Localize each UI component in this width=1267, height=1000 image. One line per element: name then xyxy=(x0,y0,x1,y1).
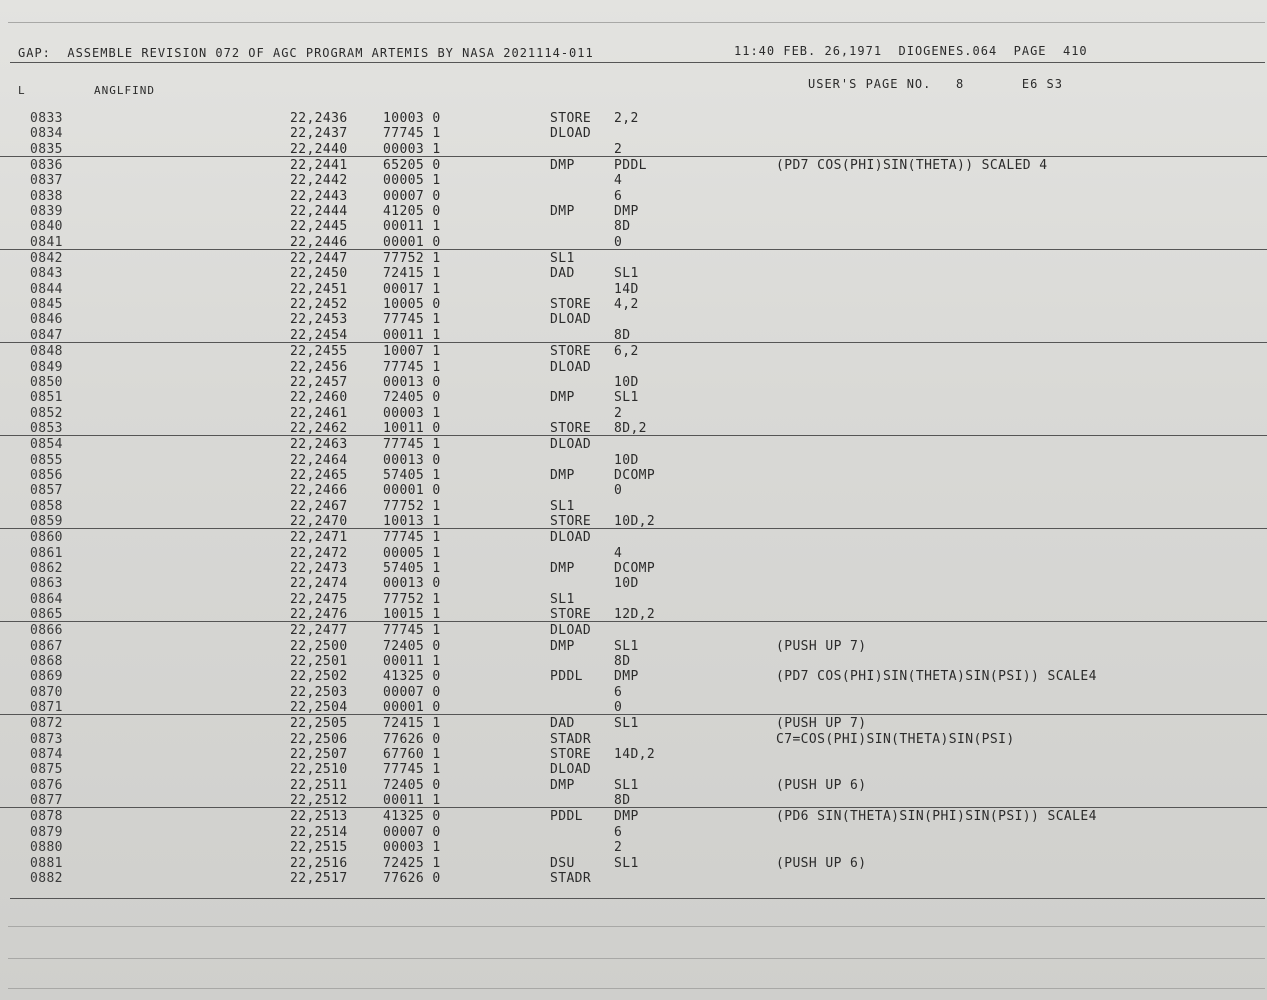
comment: (PD7 COS(PHI)SIN(THETA)) SCALED 4 xyxy=(776,158,1048,174)
line-number: 0874 xyxy=(30,747,63,763)
line-number: 0860 xyxy=(30,530,63,546)
listing-line xyxy=(0,545,1267,560)
address: 22,2452 xyxy=(290,297,348,313)
code-listing xyxy=(0,110,1267,885)
opcode: DLOAD xyxy=(550,530,592,546)
listing-line xyxy=(0,467,1267,482)
octal-word: 00013 0 xyxy=(383,452,441,468)
octal-word: 00003 1 xyxy=(383,141,441,157)
line-number: 0848 xyxy=(30,344,63,360)
operand: DMP xyxy=(614,204,639,220)
octal-word: 00017 1 xyxy=(383,281,441,297)
operand: 0 xyxy=(614,700,623,716)
line-number: 0862 xyxy=(30,560,63,576)
line-number: 0835 xyxy=(30,141,63,157)
line-number: 0855 xyxy=(30,452,63,468)
listing-line xyxy=(0,668,1267,683)
line-number: 0840 xyxy=(30,219,63,235)
address: 22,2436 xyxy=(290,111,348,126)
listing-line xyxy=(0,405,1267,420)
line-number: 0846 xyxy=(30,312,63,328)
operand: 6 xyxy=(614,684,623,700)
address: 22,2460 xyxy=(290,390,348,406)
octal-word: 10011 0 xyxy=(383,420,441,436)
listing-line xyxy=(0,560,1267,575)
operand: SL1 xyxy=(614,390,639,406)
line-number: 0861 xyxy=(30,545,63,561)
operand: 8D xyxy=(614,793,631,809)
address: 22,2456 xyxy=(290,359,348,375)
listing-line xyxy=(0,203,1267,218)
octal-word: 00001 0 xyxy=(383,483,441,499)
operand: PDDL xyxy=(614,158,647,174)
octal-word: 72425 1 xyxy=(383,855,441,871)
address: 22,2507 xyxy=(290,747,348,763)
listing-line xyxy=(0,684,1267,699)
octal-word: 10005 0 xyxy=(383,297,441,313)
assembly-header: GAP: ASSEMBLE REVISION 072 OF AGC PROGRAM ARTEMIS BY NASA 2021114-011 xyxy=(18,46,594,60)
operand: DCOMP xyxy=(614,467,656,483)
octal-word: 00003 1 xyxy=(383,405,441,421)
listing-line xyxy=(0,777,1267,792)
operand: 4 xyxy=(614,545,623,561)
comment: (PUSH UP 6) xyxy=(776,855,867,871)
listing-line xyxy=(0,389,1267,404)
octal-word: 77745 1 xyxy=(383,530,441,546)
comment: (PUSH UP 6) xyxy=(776,777,867,793)
octal-word: 41205 0 xyxy=(383,204,441,220)
line-number: 0838 xyxy=(30,188,63,204)
operand: 12D,2 xyxy=(614,607,656,622)
listing-line xyxy=(0,482,1267,497)
line-number: 0856 xyxy=(30,467,63,483)
address: 22,2464 xyxy=(290,452,348,468)
opcode: DMP xyxy=(550,204,575,220)
line-number: 0837 xyxy=(30,173,63,189)
listing-line xyxy=(0,435,1267,451)
line-number: 0842 xyxy=(30,251,63,267)
listing-line xyxy=(0,591,1267,606)
listing-line xyxy=(0,327,1267,342)
operand: 10D,2 xyxy=(614,513,656,529)
octal-word: 00005 1 xyxy=(383,545,441,561)
octal-word: 72405 0 xyxy=(383,777,441,793)
opcode: DAD xyxy=(550,716,575,732)
line-number: 0878 xyxy=(30,809,63,825)
operand: SL1 xyxy=(614,716,639,732)
operand: SL1 xyxy=(614,855,639,871)
line-number: 0839 xyxy=(30,204,63,220)
address: 22,2504 xyxy=(290,700,348,716)
comment: C7=COS(PHI)SIN(THETA)SIN(PSI) xyxy=(776,731,1015,747)
octal-word: 00001 0 xyxy=(383,700,441,716)
line-number: 0849 xyxy=(30,359,63,375)
listing-line xyxy=(0,172,1267,187)
opcode: DLOAD xyxy=(550,623,592,639)
address: 22,2516 xyxy=(290,855,348,871)
octal-word: 57405 1 xyxy=(383,467,441,483)
listing-line xyxy=(0,281,1267,296)
operand: 2 xyxy=(614,405,623,421)
header-rule xyxy=(10,62,1265,63)
octal-word: 00011 1 xyxy=(383,219,441,235)
octal-word: 57405 1 xyxy=(383,560,441,576)
line-number: 0880 xyxy=(30,840,63,856)
line-number: 0850 xyxy=(30,374,63,390)
octal-word: 72405 0 xyxy=(383,638,441,654)
opcode: DMP xyxy=(550,158,575,174)
octal-word: 77745 1 xyxy=(383,762,441,778)
listing-line xyxy=(0,141,1267,156)
listing-line xyxy=(0,575,1267,590)
address: 22,2463 xyxy=(290,437,348,453)
octal-word: 41325 0 xyxy=(383,669,441,685)
opcode: DAD xyxy=(550,266,575,282)
listing-line xyxy=(0,156,1267,172)
paper-rule xyxy=(8,988,1265,989)
opcode: DMP xyxy=(550,777,575,793)
operand: DMP xyxy=(614,669,639,685)
paper-rule xyxy=(8,22,1265,23)
address: 22,2506 xyxy=(290,731,348,747)
address: 22,2515 xyxy=(290,840,348,856)
octal-word: 72415 1 xyxy=(383,266,441,282)
octal-word: 00003 1 xyxy=(383,840,441,856)
line-number: 0868 xyxy=(30,654,63,670)
operand: 6,2 xyxy=(614,344,639,360)
operand: 8D xyxy=(614,327,631,343)
routine-name: ANGLFIND xyxy=(94,84,155,97)
opcode: DLOAD xyxy=(550,762,592,778)
opcode: STADR xyxy=(550,731,592,747)
opcode: STORE xyxy=(550,297,592,313)
operand: 2 xyxy=(614,141,623,157)
address: 22,2465 xyxy=(290,467,348,483)
operand: 0 xyxy=(614,483,623,499)
line-number: 0852 xyxy=(30,405,63,421)
octal-word: 65205 0 xyxy=(383,158,441,174)
line-number: 0864 xyxy=(30,591,63,607)
address: 22,2470 xyxy=(290,513,348,529)
operand: 8D,2 xyxy=(614,420,647,436)
line-number: 0859 xyxy=(30,513,63,529)
line-number: 0865 xyxy=(30,607,63,622)
opcode: SL1 xyxy=(550,591,575,607)
operand: 6 xyxy=(614,188,623,204)
operand: 2 xyxy=(614,840,623,856)
comment: (PD7 COS(PHI)SIN(THETA)SIN(PSI)) SCALE4 xyxy=(776,669,1097,685)
operand: 14D,2 xyxy=(614,747,656,763)
line-number: 0834 xyxy=(30,126,63,142)
listing-line xyxy=(0,513,1267,528)
address: 22,2446 xyxy=(290,234,348,250)
line-number: 0877 xyxy=(30,793,63,809)
address: 22,2467 xyxy=(290,498,348,514)
listing-line xyxy=(0,792,1267,807)
octal-word: 10015 1 xyxy=(383,607,441,622)
address: 22,2472 xyxy=(290,545,348,561)
opcode: PDDL xyxy=(550,809,583,825)
opcode: DMP xyxy=(550,467,575,483)
address: 22,2500 xyxy=(290,638,348,654)
opcode: DMP xyxy=(550,638,575,654)
operand: SL1 xyxy=(614,638,639,654)
address: 22,2447 xyxy=(290,251,348,267)
listing-line xyxy=(0,855,1267,870)
line-number: 0871 xyxy=(30,700,63,716)
listing-line xyxy=(0,528,1267,544)
octal-word: 77626 0 xyxy=(383,870,441,886)
address: 22,2454 xyxy=(290,327,348,343)
address: 22,2473 xyxy=(290,560,348,576)
address: 22,2517 xyxy=(290,870,348,886)
address: 22,2475 xyxy=(290,591,348,607)
listing-line xyxy=(0,731,1267,746)
comment: (PUSH UP 7) xyxy=(776,638,867,654)
opcode: DLOAD xyxy=(550,359,592,375)
octal-word: 77752 1 xyxy=(383,498,441,514)
opcode: SL1 xyxy=(550,251,575,267)
address: 22,2501 xyxy=(290,654,348,670)
line-number: 0872 xyxy=(30,716,63,732)
listing-line xyxy=(0,218,1267,233)
octal-word: 00013 0 xyxy=(383,374,441,390)
listing-line xyxy=(0,638,1267,653)
line-number: 0869 xyxy=(30,669,63,685)
octal-word: 41325 0 xyxy=(383,809,441,825)
octal-word: 77745 1 xyxy=(383,437,441,453)
listing-line xyxy=(0,606,1267,621)
address: 22,2443 xyxy=(290,188,348,204)
opcode: DLOAD xyxy=(550,437,592,453)
octal-word: 72415 1 xyxy=(383,716,441,732)
line-number: 0858 xyxy=(30,498,63,514)
address: 22,2457 xyxy=(290,374,348,390)
user-page-label: USER'S PAGE NO. 8 E6 S3 xyxy=(808,77,1063,91)
operand: 8D xyxy=(614,219,631,235)
operand: SL1 xyxy=(614,777,639,793)
octal-word: 10007 1 xyxy=(383,344,441,360)
opcode: DMP xyxy=(550,390,575,406)
address: 22,2450 xyxy=(290,266,348,282)
operand: 14D xyxy=(614,281,639,297)
operand: DCOMP xyxy=(614,560,656,576)
address: 22,2455 xyxy=(290,344,348,360)
paper-rule xyxy=(8,926,1265,927)
octal-word: 00007 0 xyxy=(383,188,441,204)
operand: 4 xyxy=(614,173,623,189)
operand: 6 xyxy=(614,824,623,840)
listing-line xyxy=(0,714,1267,730)
octal-word: 00007 0 xyxy=(383,824,441,840)
opcode: DLOAD xyxy=(550,312,592,328)
listing-line xyxy=(0,296,1267,311)
octal-word: 77745 1 xyxy=(383,312,441,328)
listing-line xyxy=(0,311,1267,326)
address: 22,2444 xyxy=(290,204,348,220)
operand: DMP xyxy=(614,809,639,825)
opcode: STORE xyxy=(550,111,592,126)
line-number: 0875 xyxy=(30,762,63,778)
address: 22,2440 xyxy=(290,141,348,157)
address: 22,2512 xyxy=(290,793,348,809)
address: 22,2514 xyxy=(290,824,348,840)
bottom-rule xyxy=(10,898,1265,899)
opcode: STADR xyxy=(550,870,592,886)
listing-line xyxy=(0,110,1267,125)
octal-word: 00011 1 xyxy=(383,654,441,670)
listing-line xyxy=(0,234,1267,249)
address: 22,2476 xyxy=(290,607,348,622)
address: 22,2442 xyxy=(290,173,348,189)
address: 22,2461 xyxy=(290,405,348,421)
timestamp-page-header: 11:40 FEB. 26,1971 DIOGENES.064 PAGE 410 xyxy=(734,44,1088,58)
operand: 4,2 xyxy=(614,297,639,313)
opcode: DLOAD xyxy=(550,126,592,142)
octal-word: 77745 1 xyxy=(383,126,441,142)
octal-word: 10013 1 xyxy=(383,513,441,529)
operand: 10D xyxy=(614,576,639,592)
line-number: 0854 xyxy=(30,437,63,453)
opcode: STORE xyxy=(550,344,592,360)
line-number: 0873 xyxy=(30,731,63,747)
listing-line xyxy=(0,249,1267,265)
line-number: 0863 xyxy=(30,576,63,592)
comment: (PUSH UP 7) xyxy=(776,716,867,732)
listing-line xyxy=(0,342,1267,358)
line-number: 0845 xyxy=(30,297,63,313)
opcode: STORE xyxy=(550,607,592,622)
comment: (PD6 SIN(THETA)SIN(PHI)SIN(PSI)) SCALE4 xyxy=(776,809,1097,825)
octal-word: 00011 1 xyxy=(383,327,441,343)
address: 22,2462 xyxy=(290,420,348,436)
operand: 0 xyxy=(614,234,623,250)
address: 22,2471 xyxy=(290,530,348,546)
address: 22,2453 xyxy=(290,312,348,328)
line-number: 0881 xyxy=(30,855,63,871)
opcode: STORE xyxy=(550,747,592,763)
octal-word: 77626 0 xyxy=(383,731,441,747)
line-number: 0843 xyxy=(30,266,63,282)
address: 22,2437 xyxy=(290,126,348,142)
octal-word: 77745 1 xyxy=(383,623,441,639)
left-marker: L xyxy=(18,84,26,97)
listing-line xyxy=(0,125,1267,140)
octal-word: 00005 1 xyxy=(383,173,441,189)
opcode: PDDL xyxy=(550,669,583,685)
line-number: 0867 xyxy=(30,638,63,654)
opcode: SL1 xyxy=(550,498,575,514)
address: 22,2441 xyxy=(290,158,348,174)
listing-line xyxy=(0,359,1267,374)
octal-word: 00011 1 xyxy=(383,793,441,809)
listing-line xyxy=(0,653,1267,668)
line-number: 0879 xyxy=(30,824,63,840)
line-number: 0882 xyxy=(30,870,63,886)
octal-word: 77745 1 xyxy=(383,359,441,375)
address: 22,2445 xyxy=(290,219,348,235)
opcode: DMP xyxy=(550,560,575,576)
line-number: 0866 xyxy=(30,623,63,639)
line-number: 0853 xyxy=(30,420,63,436)
line-number: 0841 xyxy=(30,234,63,250)
address: 22,2451 xyxy=(290,281,348,297)
octal-word: 77752 1 xyxy=(383,251,441,267)
octal-word: 00001 0 xyxy=(383,234,441,250)
operand: 2,2 xyxy=(614,111,639,126)
opcode: DSU xyxy=(550,855,575,871)
address: 22,2513 xyxy=(290,809,348,825)
listing-line xyxy=(0,746,1267,761)
address: 22,2510 xyxy=(290,762,348,778)
octal-word: 77752 1 xyxy=(383,591,441,607)
listing-line xyxy=(0,420,1267,435)
operand: 10D xyxy=(614,452,639,468)
listing-line xyxy=(0,498,1267,513)
line-number: 0851 xyxy=(30,390,63,406)
line-number: 0844 xyxy=(30,281,63,297)
address: 22,2503 xyxy=(290,684,348,700)
octal-word: 10003 0 xyxy=(383,111,441,126)
address: 22,2505 xyxy=(290,716,348,732)
opcode: STORE xyxy=(550,420,592,436)
listing-line xyxy=(0,265,1267,280)
address: 22,2466 xyxy=(290,483,348,499)
octal-word: 00007 0 xyxy=(383,684,441,700)
listing-line xyxy=(0,699,1267,714)
listing-line xyxy=(0,761,1267,776)
line-number: 0833 xyxy=(30,111,63,126)
listing-line xyxy=(0,621,1267,637)
address: 22,2474 xyxy=(290,576,348,592)
listing-line xyxy=(0,374,1267,389)
address: 22,2502 xyxy=(290,669,348,685)
address: 22,2477 xyxy=(290,623,348,639)
address: 22,2511 xyxy=(290,777,348,793)
line-number: 0836 xyxy=(30,158,63,174)
line-number: 0876 xyxy=(30,777,63,793)
listing-line xyxy=(0,807,1267,823)
listing-line xyxy=(0,870,1267,885)
line-number: 0847 xyxy=(30,327,63,343)
octal-word: 67760 1 xyxy=(383,747,441,763)
opcode: STORE xyxy=(550,513,592,529)
line-number: 0870 xyxy=(30,684,63,700)
line-number: 0857 xyxy=(30,483,63,499)
operand: SL1 xyxy=(614,266,639,282)
listing-line xyxy=(0,188,1267,203)
operand: 10D xyxy=(614,374,639,390)
operand: 8D xyxy=(614,654,631,670)
listing-line xyxy=(0,824,1267,839)
listing-line xyxy=(0,839,1267,854)
octal-word: 72405 0 xyxy=(383,390,441,406)
paper-rule xyxy=(8,958,1265,959)
listing-line xyxy=(0,452,1267,467)
octal-word: 00013 0 xyxy=(383,576,441,592)
